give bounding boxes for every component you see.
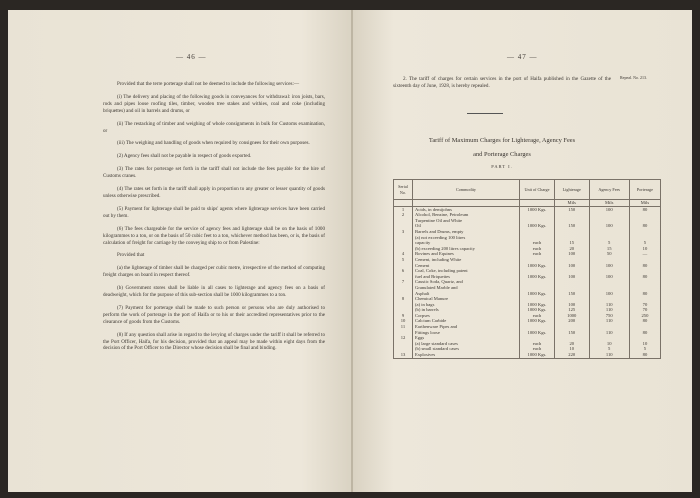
table-cell: (a) in bags <box>413 302 520 308</box>
table-cell: 80 <box>629 206 660 212</box>
table-cell: 1000 Kgs. <box>520 274 555 280</box>
table-cell: 10 <box>629 341 660 347</box>
paragraph: (4) The rates set forth in the tariff shall apply in proportion to any greater or lesser quantity of goods unless otherwise prescribed. <box>103 186 325 199</box>
table-cell: Turpentine Oil and White <box>413 218 520 224</box>
paragraph: (ii) The restacking of timber and weighing of whole consignments in bulk for Customs examination, or <box>103 120 325 134</box>
table-cell: 2 <box>394 212 413 218</box>
table-cell: 150 <box>555 223 590 229</box>
table-cell: Fittings loose <box>413 330 520 336</box>
table-cell: (a) not exceeding 100 litres <box>413 235 520 241</box>
table-cell: 100 <box>589 291 629 297</box>
unit-cell: Mils <box>555 200 590 207</box>
column-header: Commodity <box>413 180 520 200</box>
table-cell: Corpses <box>413 313 520 319</box>
table-cell: Explosives <box>413 352 520 358</box>
table-cell: Barrels and Drums, empty <box>413 229 520 235</box>
table-cell: 100 <box>589 206 629 212</box>
table-cell: 1000 Kgs. <box>520 307 555 313</box>
paragraph: (iii) The weighing and handling of goods when required by consignees for their own purposes. <box>117 140 310 147</box>
table-cell: 100 <box>589 263 629 269</box>
column-header: Lighterage <box>555 180 590 200</box>
table-cell: 220 <box>555 352 590 358</box>
table-cell: 5 <box>629 240 660 246</box>
table-cell: 5 <box>394 257 413 263</box>
document-spread <box>8 10 692 492</box>
table-cell: — <box>629 251 660 257</box>
tariff-title-line: Tariff of Maximum Charges for Lighterage, Agency Fees <box>428 137 576 144</box>
paragraph: (8) If any question shall arise in regard to the levying of charges under the tariff it shall be referred to the Port Officer, Haifa, for his decision, provided that an appeal may be made within eight days from the decision of the Port Officer to the Director whose decision shall be final and binding. <box>103 331 325 352</box>
table-cell: 1000 Kgs. <box>520 352 555 358</box>
table-cell: Calcium Carbide <box>413 318 520 324</box>
table-cell: 9 <box>394 313 413 319</box>
table-cell: 100 <box>589 274 629 280</box>
paragraph: (7) Payment for porterage shall be made to such person or persons who are duly authorised to perform the work of porterage in the port of Haifa or to his or their accredited representatives prior to the clearance of goods from the Customs. <box>103 304 325 325</box>
paragraph: (b) Government stores shall be liable in all cases to lighterage and agency fees on a basis of deadweight, which for the purpose of this sub-section shall be 1000 kilogrammes to a ton. <box>103 285 325 299</box>
table-cell: 10 <box>555 346 590 352</box>
table-cell: Acids, in demijohns <box>413 206 520 212</box>
table-cell: 4 <box>394 251 413 257</box>
table-cell: Bovines and Equines <box>413 251 520 257</box>
table-header-row <box>394 180 661 200</box>
table-cell: 1000 <box>555 313 590 319</box>
part-heading: PART I. <box>491 164 513 169</box>
unit-cell <box>413 200 520 207</box>
table-cell: 20 <box>555 341 590 347</box>
table-cell: 80 <box>629 291 660 297</box>
table-cell: capacity <box>413 240 520 246</box>
table-cell: (b) exceeding 200 litres capacity <box>413 246 520 252</box>
margin-note: Repeal. No. 213. <box>620 75 647 80</box>
table-cell: each <box>520 313 555 319</box>
table-cell: (b) small standard cases <box>413 346 520 352</box>
table-cell: 70 <box>629 307 660 313</box>
page-number: — 47 — <box>507 53 538 61</box>
paragraph: (a) the lighterage of timber shall be charged per cubic metre, irrespective of the method of computing freight charges on board in respect thereof. <box>103 265 325 279</box>
table-cell: 1000 Kgs. <box>520 318 555 324</box>
units-row <box>394 200 661 207</box>
column-header: Unit of Charge <box>520 180 555 200</box>
table-cell: 150 <box>555 330 590 336</box>
table-cell: 110 <box>589 352 629 358</box>
table-cell: 100 <box>555 302 590 308</box>
paragraph: (i) The delivery and placing of the following goods in conveyances for withdrawal: iron joists, bars, rods and pipes loose roofing tiles, timber, wooden tree stakes and withies, coal and coke (including briquettes) and oil in barrels and drums, or <box>103 93 325 114</box>
table-cell: 7 <box>394 279 413 285</box>
table-cell: 80 <box>629 330 660 336</box>
table-cell: 100 <box>555 263 590 269</box>
table-cell: 750 <box>589 313 629 319</box>
table-cell: 1000 Kgs. <box>520 291 555 297</box>
table-cell: 150 <box>555 206 590 212</box>
right-page <box>353 10 692 492</box>
table-cell: each <box>520 341 555 347</box>
table-cell: 50 <box>589 251 629 257</box>
table-cell: 1 <box>394 206 413 212</box>
paragraph: (5) Payment for lighterage shall be paid to ships' agents where lighterage services have been carried out by them. <box>103 205 325 219</box>
table-cell: 80 <box>629 274 660 280</box>
paragraph: (3) The rates for porterage set forth in the tariff shall not include the fees payable for the hire of Customs cranes. <box>103 166 325 180</box>
table-cell: each <box>520 251 555 257</box>
table-cell: 5 <box>629 346 660 352</box>
table-cell: 110 <box>589 302 629 308</box>
table-cell: 1000 Kgs. <box>520 263 555 269</box>
table-cell: Chemical Manure <box>413 296 520 302</box>
table-cell: 100 <box>555 274 590 280</box>
table-cell: fuel and Briquettes <box>413 274 520 280</box>
section-rule <box>467 113 503 114</box>
table-cell: 15 <box>589 246 629 252</box>
repeal-paragraph: 2. The tariff of charges for certain services in the port of Haifa published in the Gazette of the sixteenth day of June, 1928, is hereby repealed. <box>393 76 611 89</box>
paragraph: Provided that <box>117 252 145 259</box>
unit-cell: Mils <box>629 200 660 207</box>
left-page-text <box>103 81 325 358</box>
table-cell: 110 <box>589 318 629 324</box>
table-cell: Eggs <box>413 335 520 341</box>
tariff-table <box>393 179 661 359</box>
table-cell: each <box>520 346 555 352</box>
table-cell: 5 <box>589 346 629 352</box>
table-cell: 12 <box>394 335 413 341</box>
table-cell: 110 <box>589 307 629 313</box>
table-cell: 3 <box>394 229 413 235</box>
unit-cell <box>520 200 555 207</box>
table-cell: 10 <box>394 318 413 324</box>
column-header: Serial No. <box>394 180 413 200</box>
table-cell: 100 <box>589 223 629 229</box>
paragraph: (6) The fees chargeable for the service of agency fees and lighterage shall be on the basis of 1000 kilogrammes to a ton, or on the basis of 50 cubic feet to a ton, whichever method has been, or is, the basis of calculation of freight for carriage by the conveying ship to or from Palestine: <box>103 225 325 246</box>
table-cell: 70 <box>629 302 660 308</box>
table-cell: 11 <box>394 324 413 330</box>
unit-cell <box>394 200 413 207</box>
table-cell: 1000 Kgs. <box>520 330 555 336</box>
page-number: — 46 — <box>176 53 207 61</box>
table-cell: 200 <box>555 318 590 324</box>
table-cell: 13 <box>394 352 413 358</box>
table-cell: Coal, Coke, including patent <box>413 268 520 274</box>
table-cell: Cement <box>413 263 520 269</box>
tariff-title <box>391 134 613 162</box>
table-body <box>394 200 661 359</box>
table-cell: 80 <box>629 352 660 358</box>
table-cell: each <box>520 246 555 252</box>
table-cell: 1000 Kgs. <box>520 206 555 212</box>
table-cell: (b) in barrels <box>413 307 520 313</box>
table-cell: 110 <box>589 330 629 336</box>
table-cell: Alcohol, Benzine, Petroleum <box>413 212 520 218</box>
table-cell: 250 <box>629 313 660 319</box>
table-cell: 80 <box>629 318 660 324</box>
table-cell: 80 <box>629 223 660 229</box>
table-cell: 6 <box>394 268 413 274</box>
table-cell: (a) large standard cases <box>413 341 520 347</box>
unit-cell: Mils <box>589 200 629 207</box>
table-cell: 10 <box>629 246 660 252</box>
table-cell: 5 <box>589 240 629 246</box>
table-cell: Earthenware Pipes and <box>413 324 520 330</box>
table-cell: 1000 Kgs. <box>520 223 555 229</box>
table-cell: 150 <box>555 291 590 297</box>
column-header: Porterage <box>629 180 660 200</box>
table-cell: 100 <box>555 251 590 257</box>
table-cell: Granulated Marble and <box>413 285 520 291</box>
left-page <box>8 10 353 492</box>
table-cell: 10 <box>589 341 629 347</box>
column-header: Agency Fees <box>589 180 629 200</box>
paragraph: Provided that the terre porterage shall not be deemed to include the following services:— <box>117 81 300 87</box>
table-cell: 20 <box>555 246 590 252</box>
table-cell: Oil <box>413 223 520 229</box>
table-cell: Caustic Soda, Quartz, and <box>413 279 520 285</box>
table-row <box>394 352 661 358</box>
paragraph: (2) Agency fees shall not be payable in respect of goods exported. <box>117 153 252 160</box>
table-cell: each <box>520 240 555 246</box>
table-cell: 8 <box>394 296 413 302</box>
tariff-title-line: and Porterage Charges <box>473 151 531 158</box>
table-cell: 1000 Kgs. <box>520 302 555 308</box>
table-cell: 80 <box>629 263 660 269</box>
table-cell: 125 <box>555 307 590 313</box>
table-cell: Asphalt <box>413 291 520 297</box>
table-cell: 15 <box>555 240 590 246</box>
table-cell: Cement, including White <box>413 257 520 263</box>
